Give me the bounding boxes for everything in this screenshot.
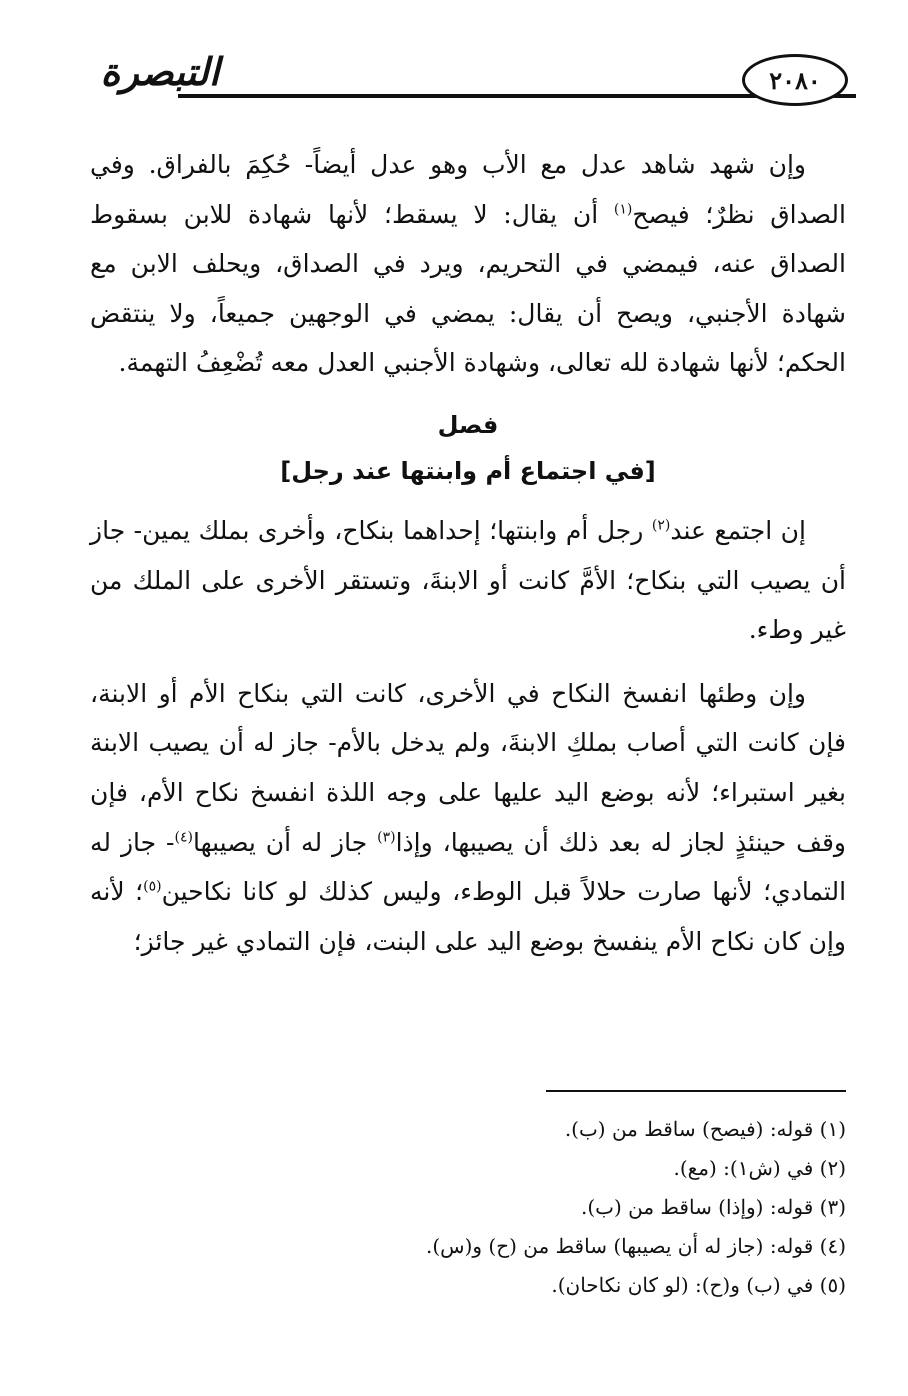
footnote-ref: (٤) xyxy=(174,829,193,846)
footnote-item: (٢) في (ش١): (مع). xyxy=(673,1156,846,1180)
footnote-item: (٥) في (ب) و(ح): (لو كان نكاحان). xyxy=(551,1273,846,1297)
paragraph-text: وإن شهد شاهد عدل مع الأب وهو عدل أيضاً- حُكِمَ بالفراق. وفي الصداق نظرٌ؛ فيصح xyxy=(90,150,846,229)
page-header xyxy=(0,0,908,120)
page-number-badge xyxy=(742,54,848,106)
paragraph-3 xyxy=(90,669,846,967)
paragraph-text: جاز له أن يصيبها xyxy=(192,827,378,857)
footnote-ref: (١) xyxy=(613,201,633,218)
footnote-item: (٣) قوله: (وإذا) ساقط من (ب). xyxy=(580,1195,846,1219)
section-heading: فصل xyxy=(437,410,499,439)
footnote-item: (١) قوله: (فيصح) ساقط من (ب). xyxy=(564,1117,846,1141)
footnote-item: (٤) قوله: (جاز له أن يصيبها) ساقط من (ح) و(س). xyxy=(426,1234,846,1258)
paragraph-text: - جاز له التمادي؛ لأنها صارت حلالاً قبل الوطء، وليس كذلك لو كانا نكاحين xyxy=(90,827,847,907)
footnote-divider xyxy=(546,1090,846,1092)
paragraph-text: وإن وطئها انفسخ النكاح في الأخرى، كانت التي بنكاح الأم أو الابنة، فإن كانت التي أصاب بملكِ الابنةَ، ولم يدخل بالأم- جاز له أن يصيب الابنة بغير استبراء؛ لأنه بوضع اليد عليها على وجه اللذة انفسخ نكاح الأم، فإن وقف حينئذٍ لجاز له بعد ذلك أن يصيبها، وإذا xyxy=(90,678,847,857)
page-number: ٢٠٨٠ xyxy=(769,65,821,95)
footnote-ref: (٣) xyxy=(377,829,396,846)
section-subheading: [في اجتماع أم وابنتها عند رجل] xyxy=(280,456,656,485)
book-title: التبصرة xyxy=(100,48,220,94)
paragraph-text: ؛ لأنه وإن كان نكاح الأم ينفسخ بوضع اليد على البنت، فإن التمادي غير جائز؛ xyxy=(90,877,846,956)
page-body xyxy=(90,140,846,980)
footnote-ref: (٢) xyxy=(651,517,671,534)
paragraph-1 xyxy=(90,140,846,388)
paragraph-2 xyxy=(90,506,846,655)
footnotes xyxy=(200,1110,846,1305)
paragraph-text: أن يقال: لا يسقط؛ لأنها شهادة للابن بسقوط الصداق عنه، فيمضي في التحريم، ويرد في الصداق، ويحلف الابن مع شهادة الأجنبي، ويصح أن يقال: يمضي في الوجهين جميعاً، ولا ينتقض الحكم؛ لأنها شهادة لله تعالى، وشهادة الأجنبي العدل معه تُضْعِفُ التهمة. xyxy=(90,199,846,378)
paragraph-text: إن اجتمع عند xyxy=(670,515,806,545)
paragraph-text: رجل أم وابنتها؛ إحداهما بنكاح، وأخرى بملك يمين- جاز أن يصيب التي بنكاح؛ الأمَّ كانت أو الابنةَ، وتستقر الأخرى على الملك من غير وطء. xyxy=(90,515,846,645)
footnote-ref: (٥) xyxy=(143,878,162,895)
